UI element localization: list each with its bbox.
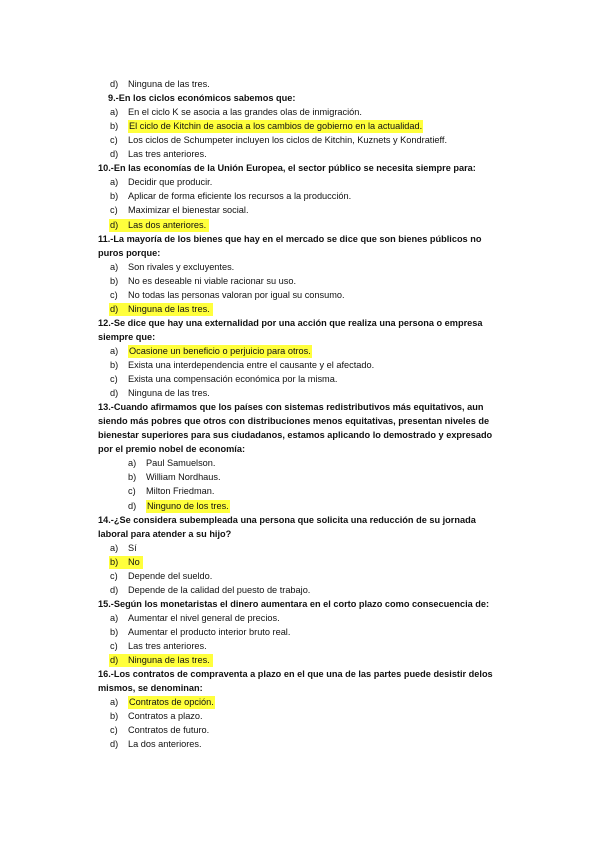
question-text: por el premio nobel de economía: bbox=[98, 444, 246, 455]
option-label: b) bbox=[110, 360, 119, 370]
option-label: c) bbox=[128, 486, 136, 497]
question-text: laboral para atender a su hijo? bbox=[98, 528, 232, 539]
question-text: 10.-En las economías de la Unión Europea, el sector público se necesita siempre para: bbox=[98, 163, 476, 174]
option-label: c) bbox=[110, 725, 118, 736]
option-text: Las tres anteriores. bbox=[128, 149, 207, 160]
question-text: 13.-Cuando afirmamos que los países con sistemas redistributivos más equitativos, aun bbox=[98, 402, 484, 413]
option-label: d) bbox=[110, 655, 119, 666]
option-text: No es deseable ni viable racionar su uso. bbox=[128, 275, 297, 286]
option-label: c) bbox=[110, 135, 118, 146]
option-text: Ninguna de las tres. bbox=[128, 79, 210, 89]
option-label: a) bbox=[110, 697, 119, 708]
question-text: bienestar superiores para sus ciudadanos, estamos aplicando lo demostrado y expresado bbox=[98, 430, 493, 441]
option-label: d) bbox=[110, 303, 119, 314]
option-text: Las tres anteriores. bbox=[128, 641, 207, 651]
option-label: b) bbox=[110, 626, 119, 637]
highlighted-option-text: Ninguna de las tres. bbox=[128, 303, 210, 314]
option-label: c) bbox=[110, 289, 118, 300]
question-text: 11.-La mayoría de los bienes que hay en el mercado se dice que son bienes públicos no bbox=[98, 233, 482, 244]
question-text: 9.-En los ciclos económicos sabemos que: bbox=[108, 93, 296, 104]
option-text: La dos anteriores. bbox=[128, 739, 202, 750]
option-label: b) bbox=[110, 121, 119, 132]
option-text: Los ciclos de Schumpeter incluyen los ciclos de Kitchin, Kuznets y Kondratieff. bbox=[128, 135, 448, 146]
option-label: c) bbox=[110, 374, 118, 385]
option-text: Decidir que producir. bbox=[128, 177, 213, 188]
option-text: No todas las personas valoran por igual su consumo. bbox=[128, 289, 345, 300]
option-text: Son rivales y excluyentes. bbox=[128, 261, 235, 272]
option-label: d) bbox=[128, 500, 137, 511]
option-text: Milton Friedman. bbox=[146, 486, 215, 497]
option-label: a) bbox=[110, 107, 119, 118]
option-label: a) bbox=[110, 612, 119, 623]
highlighted-option-text: Contratos de opción. bbox=[129, 697, 214, 708]
highlighted-option-text: Ocasione un beneficio o perjuicio para otros. bbox=[129, 345, 311, 356]
question-text: 12.-Se dice que hay una externalidad por una acción que realiza una persona o empresa bbox=[98, 317, 483, 328]
option-label: b) bbox=[110, 711, 119, 722]
option-label: a) bbox=[110, 345, 119, 356]
option-label: d) bbox=[110, 388, 119, 399]
option-label: b) bbox=[110, 275, 119, 286]
option-text: Aplicar de forma eficiente los recursos a la producción. bbox=[128, 191, 352, 202]
option-label: d) bbox=[110, 739, 119, 750]
option-label: d) bbox=[110, 584, 119, 595]
option-text: Maximizar el bienestar social. bbox=[128, 205, 249, 216]
option-text: Sí bbox=[128, 542, 137, 553]
question-text: 16.-Los contratos de compraventa a plazo en el que una de las partes puede desistir delos bbox=[98, 669, 493, 680]
option-label: a) bbox=[128, 458, 137, 469]
question-text: puros porque: bbox=[98, 247, 161, 258]
option-text: En el ciclo K se asocia a las grandes olas de inmigración. bbox=[128, 107, 362, 118]
option-label: c) bbox=[110, 570, 118, 581]
option-label: c) bbox=[110, 205, 118, 216]
option-text: Contratos de futuro. bbox=[128, 725, 210, 736]
question-text: siendo más pobres que otros con distribuciones menos equitativas, presentan niveles de bbox=[98, 416, 490, 427]
option-text: Depende de la calidad del puesto de trabajo. bbox=[128, 584, 311, 595]
option-label: d) bbox=[110, 149, 119, 160]
option-label: a) bbox=[110, 261, 119, 272]
question-text: siempre que: bbox=[98, 331, 156, 342]
question-text: 15.-Según los monetaristas el dinero aumentara en el corto plazo como consecuencia de: bbox=[98, 598, 490, 609]
option-text: William Nordhaus. bbox=[146, 472, 221, 483]
option-text: Aumentar el nivel general de precios. bbox=[128, 612, 280, 623]
option-label: b) bbox=[110, 191, 119, 202]
option-text: Depende del sueldo. bbox=[128, 570, 213, 581]
highlighted-option-text: Ninguna de las tres. bbox=[128, 655, 210, 666]
option-label: a) bbox=[110, 542, 119, 553]
question-text: 14.-¿Se considera subempleada una persona que solicita una reducción de su jornada bbox=[98, 514, 476, 525]
option-label: d) bbox=[110, 79, 119, 89]
option-text: Exista una interdependencia entre el causante y el afectado. bbox=[128, 360, 375, 370]
option-label: c) bbox=[110, 641, 118, 651]
option-label: a) bbox=[110, 177, 119, 188]
option-text: Paul Samuelson. bbox=[146, 458, 216, 469]
highlighted-option-text: El ciclo de Kitchin de asocia a los cambios de gobierno en la actualidad. bbox=[129, 121, 423, 132]
option-label: b) bbox=[128, 472, 137, 483]
option-text: Exista una compensación económica por la misma. bbox=[128, 374, 338, 385]
highlighted-option-text: Las dos anteriores. bbox=[128, 219, 207, 230]
option-label: d) bbox=[110, 219, 119, 230]
option-text: Ninguna de las tres. bbox=[128, 388, 210, 399]
option-label: b) bbox=[110, 556, 119, 567]
highlighted-option-text: Ninguno de los tres. bbox=[147, 500, 229, 511]
option-text: Aumentar el producto interior bruto real. bbox=[128, 626, 291, 637]
option-text: Contratos a plazo. bbox=[128, 711, 203, 722]
highlighted-option-text: No bbox=[128, 556, 140, 567]
question-text: mismos, se denominan: bbox=[98, 683, 203, 694]
